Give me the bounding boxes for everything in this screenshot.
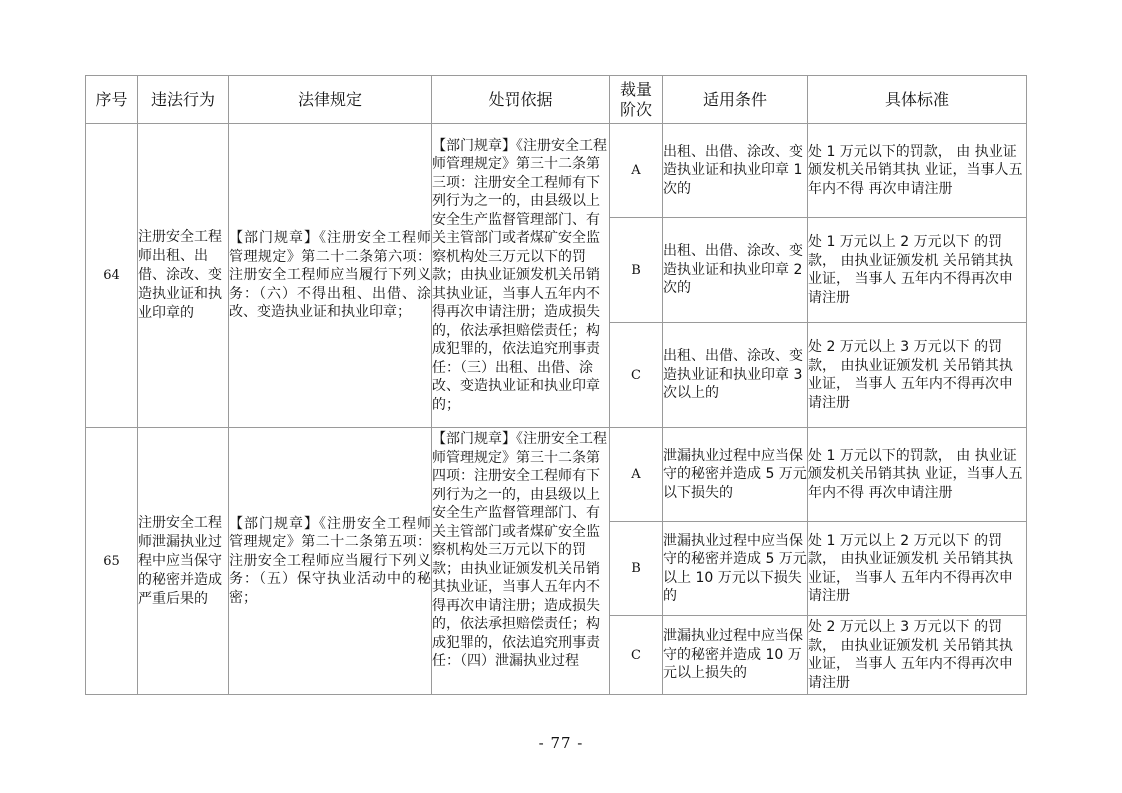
row-law: 【部门规章】《注册安全工程师管理规定》第二十二条第六项：注册安全工程师应当履行下列义务：（六）不得出租、出借、涂改、变造执业证和执业印章；: [229, 124, 432, 428]
header-std: 具体标准: [808, 76, 1027, 124]
page-number: - 77 -: [538, 734, 584, 752]
header-row: [86, 76, 1027, 124]
level-std: 处 1 万元以下的罚款， 由 执业证颁发机关吊销其执 业证，当事人五年内不得 再次申请注册: [808, 124, 1027, 218]
row-act: 注册安全工程师出租、出借、涂改、变造执业证和执业印章的: [138, 124, 229, 428]
level-a: A: [610, 428, 663, 522]
level-cond: 泄漏执业过程中应当保守的秘密并造成 5 万元以下损失的: [663, 428, 808, 522]
level-c: C: [610, 323, 663, 428]
header-act: 违法行为: [138, 76, 229, 124]
header-cond: 适用条件: [663, 76, 808, 124]
row-seq: 64: [86, 124, 138, 428]
level-b: B: [610, 218, 663, 323]
level-c: C: [610, 616, 663, 695]
header-seq: 序号: [86, 76, 138, 124]
level-cond: 泄漏执业过程中应当保守的秘密并造成 5 万元以上 10 万元以下损失的: [663, 522, 808, 616]
level-std: 处 1 万元以下的罚款， 由 执业证颁发机关吊销其执 业证，当事人五年内不得 再次申请注册: [808, 428, 1027, 522]
level-cond: 出租、出借、涂改、变造执业证和执业印章 2 次的: [663, 218, 808, 323]
row-basis-text: 【部门规章】《注册安全工程师管理规定》第三十二条第四项：注册安全工程师有下列行为之一的，由县级以上安全生产监督管理部门、有关主管部门或者煤矿安全监察机构处三万元以下的罚款；由执业证颁发机关吊销其执业证，当事人五年内不得再次申请注册；造成损失的，依法承担赔偿责任；构成犯罪的，依法追究刑事责任：（四）泄漏执业过程: [432, 431, 607, 669]
penalty-table: [85, 75, 1027, 695]
level-std: 处 2 万元以上 3 万元以下 的罚款， 由执业证颁发机 关吊销其执业证， 当事人 五年内不得再次申请注册: [808, 323, 1027, 428]
row-basis: 【部门规章】《注册安全工程师管理规定》第三十二条第三项：注册安全工程师有下列行为之一的，由县级以上安全生产监督管理部门、有关主管部门或者煤矿安全监察机构处三万元以下的罚款；由执业证颁发机关吊销其执业证，当事人五年内不得再次申请注册；造成损失的，依法承担赔偿责任；构成犯罪的，依法追究刑事责任：（三）出租、出借、涂改、变造执业证和执业印章的；: [432, 124, 610, 428]
row-basis: [432, 428, 610, 695]
level-a: A: [610, 124, 663, 218]
level-b: B: [610, 522, 663, 616]
row-seq: 65: [86, 428, 138, 695]
level-std: 处 1 万元以上 2 万元以下 的罚款， 由执业证颁发机 关吊销其执业证， 当事人 五年内不得再次申请注册: [808, 218, 1027, 323]
table-row: [86, 124, 1027, 218]
header-law: 法律规定: [229, 76, 432, 124]
level-cond: 出租、出借、涂改、变造执业证和执业印章 1 次的: [663, 124, 808, 218]
row-law: 【部门规章】《注册安全工程师管理规定》第二十二条第五项：注册安全工程师应当履行下列义务：（五）保守执业活动中的秘密；: [229, 428, 432, 695]
header-level: 裁量 阶次: [610, 76, 663, 124]
level-std: 处 2 万元以上 3 万元以下 的罚款， 由执业证颁发机 关吊销其执业证， 当事人 五年内不得再次申请注册: [808, 616, 1027, 695]
level-cond: 泄漏执业过程中应当保守的秘密并造成 10 万元以上损失的: [663, 616, 808, 695]
header-basis: 处罚依据: [432, 76, 610, 124]
level-std: 处 1 万元以上 2 万元以下 的罚款， 由执业证颁发机 关吊销其执业证， 当事人 五年内不得再次申请注册: [808, 522, 1027, 616]
row-act: 注册安全工程师泄漏执业过程中应当保守的秘密并造成严重后果的: [138, 428, 229, 695]
table-row: [86, 428, 1027, 522]
level-cond: 出租、出借、涂改、变造执业证和执业印章 3 次以上的: [663, 323, 808, 428]
